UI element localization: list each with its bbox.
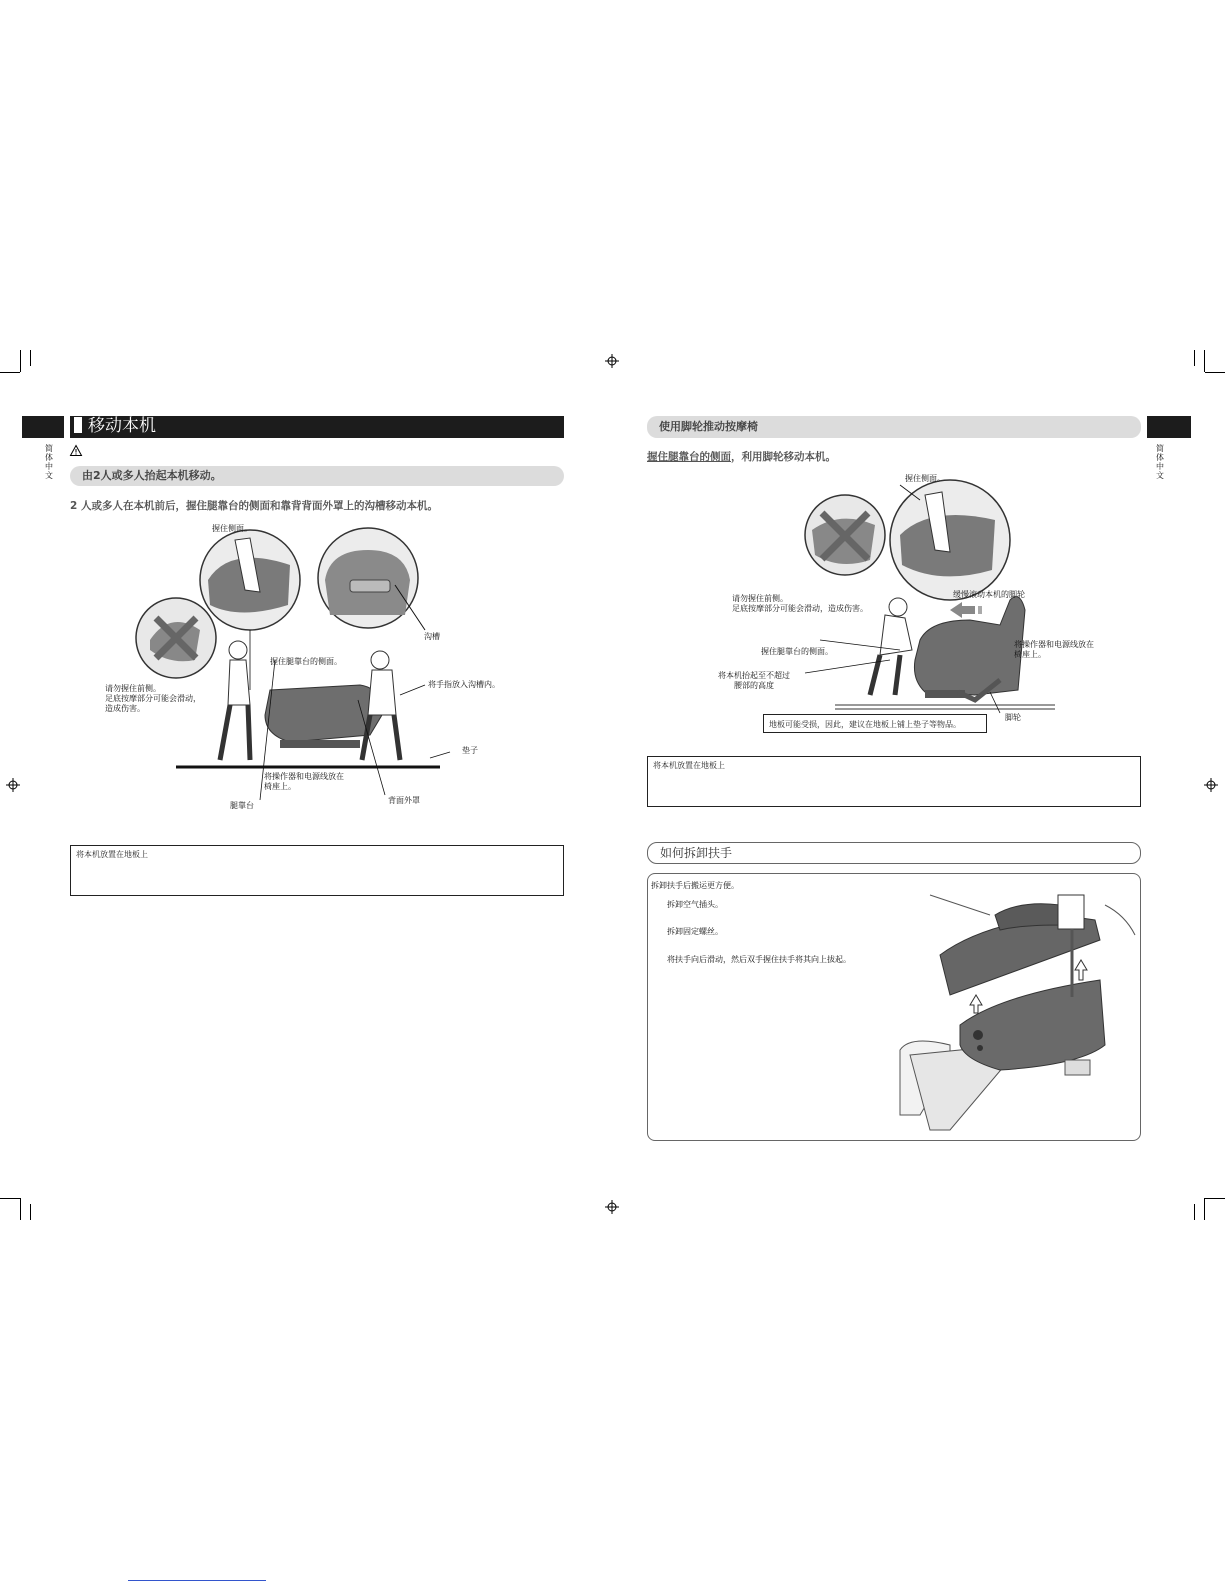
note-box-left (70, 845, 564, 896)
crop-mark (20, 1198, 21, 1220)
side-tab (22, 416, 64, 438)
label-right-grip-side: 握住侧面。 (905, 474, 945, 483)
registration-mark-icon (605, 1200, 619, 1214)
crop-mark (1205, 372, 1225, 373)
crop-mark (1205, 1198, 1225, 1199)
side-language-label: 简体中文 (1156, 444, 1164, 480)
section-header-casters: 使用脚轮推动按摩椅 (647, 416, 1141, 438)
step-3: 将扶手向后滑动，然后双手握住扶手将其向上拔起。 (667, 955, 851, 964)
side-language-label: 简体中文 (45, 444, 53, 480)
casters-instruction (647, 449, 836, 464)
casters-instruction-underlined: 握住腿靠台的侧面 (647, 451, 731, 463)
armrest-intro: 拆卸扶手后搬运更方便。 (651, 881, 739, 890)
crop-mark (20, 350, 21, 372)
label-back-cover: 背面外罩 (388, 796, 420, 805)
registration-mark-icon (6, 778, 20, 792)
note-box-right (647, 756, 1141, 807)
label-right-do-not-grip-front: 请勿握住前侧。 足底按摩部分可能会滑动，造成伤害。 (732, 594, 868, 613)
side-tab (1147, 416, 1191, 438)
bottom-link-underline (128, 1580, 266, 1581)
crop-mark (30, 1204, 31, 1220)
page-title-text: 移动本机 (88, 416, 156, 436)
step-1: 拆卸空气插头。 (667, 900, 723, 909)
label-right-place-controller: 将操作器和电源线放在 椅座上。 (1014, 640, 1094, 659)
label-place-controller: 将操作器和电源线放在 椅座上。 (264, 772, 344, 791)
registration-mark-icon (1204, 778, 1218, 792)
crop-mark (1204, 350, 1205, 372)
note-box-right-text: 将本机放置在地板上 (653, 761, 725, 770)
label-caster: 脚轮 (1005, 713, 1021, 722)
crop-mark (30, 350, 31, 366)
label-fingers-into-groove: 将手指放入沟槽内。 (428, 680, 500, 689)
crop-mark (1204, 1198, 1205, 1220)
label-grip-leg-side: 握住腿靠台的侧面。 (270, 657, 342, 666)
title-marker (74, 417, 82, 433)
label-right-grip-leg-side: 握住腿靠台的侧面。 (761, 647, 833, 656)
section-header-lift: 由2人或多人抬起本机移动。 (70, 466, 564, 486)
label-grip-side: 握住侧面。 (212, 524, 252, 533)
page-title (70, 416, 564, 438)
crop-mark (0, 1198, 20, 1199)
section-header-armrest: 如何拆卸扶手 (647, 842, 1141, 864)
floor-warning-text: 地板可能受损，因此，建议在地板上铺上垫子等物品。 (769, 720, 961, 729)
note-box-left-text: 将本机放置在地板上 (76, 850, 148, 859)
armrest-illustration (890, 885, 1140, 1140)
step-2: 拆卸固定螺丝。 (667, 927, 723, 936)
crop-mark (0, 372, 20, 373)
crop-mark (1194, 1204, 1195, 1220)
registration-mark-icon (605, 354, 619, 368)
floor-warning-box (763, 714, 987, 733)
label-mat: 垫子 (462, 746, 478, 755)
warning-triangle-icon (70, 445, 82, 456)
label-do-not-grip-front: 请勿握住前侧。 足底按摩部分可能会滑动， 造成伤害。 (105, 684, 201, 713)
label-leg-rest: 腿靠台 (230, 801, 254, 810)
label-groove: 沟槽 (424, 632, 440, 641)
label-slowly-roll: 缓慢滚动本机的脚轮 (953, 590, 1025, 599)
label-lift-height: 将本机抬起至不超过 腰部的高度 (718, 671, 790, 690)
casters-instruction-rest: ，利用脚轮移动本机。 (731, 451, 836, 463)
lift-instruction: 2 人或多人在本机前后，握住腿靠台的侧面和靠背背面外罩上的沟槽移动本机。 (70, 500, 438, 512)
crop-mark (1194, 350, 1195, 366)
